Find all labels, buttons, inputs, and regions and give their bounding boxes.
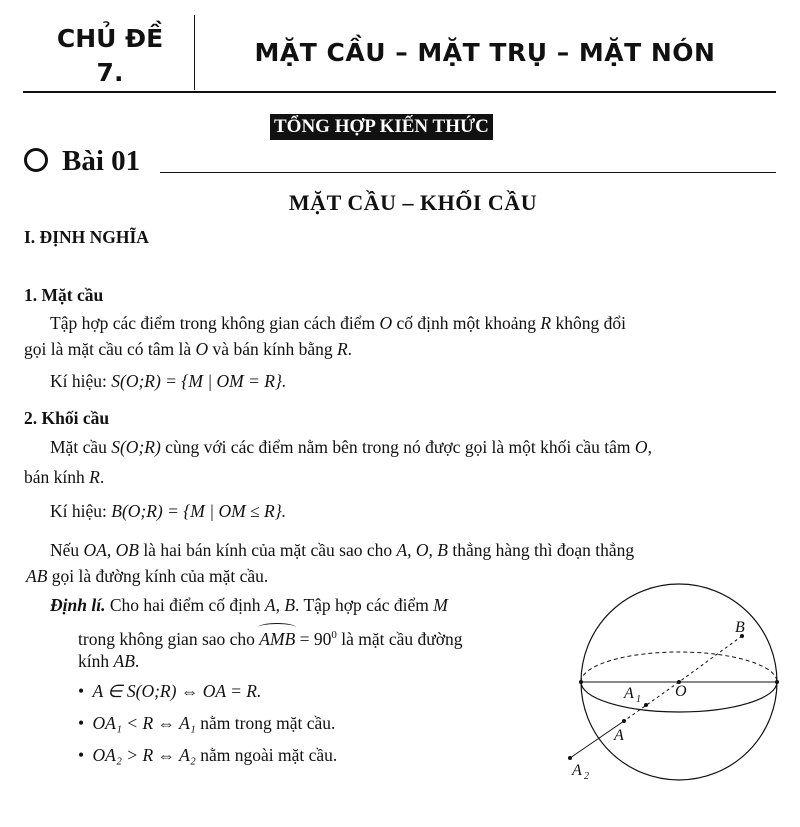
theorem-text-d: là mặt cầu đường <box>341 628 463 649</box>
sphere-formula: S(O;R) = {M | OM = R}. <box>111 371 287 391</box>
equator-back <box>581 652 777 682</box>
ball-text-c: bán kính <box>24 467 85 487</box>
angle-amb <box>259 626 295 652</box>
point-a2-dot <box>568 756 572 760</box>
sphere-heading: 1. Mặt cầu <box>24 285 104 305</box>
sphere-text-b: cố định một khoảng <box>396 313 537 333</box>
label-a2-sub: 2 <box>584 771 589 782</box>
ball-heading: 2. Khối cầu <box>24 408 110 428</box>
segment-ab: AB <box>113 651 135 671</box>
part1-heading: I. ĐỊNH NGHĨA <box>24 227 149 247</box>
bullet-2-text: nằm trong mặt cầu. <box>200 713 336 733</box>
point-o: O <box>634 437 648 457</box>
equator-left-dot <box>579 680 583 684</box>
lesson-heading <box>24 145 140 178</box>
label-a2: A <box>572 762 582 779</box>
diameter-text-a: Nếu <box>50 540 80 560</box>
segment-ab: AB <box>26 566 48 586</box>
point-a-dot <box>622 719 626 723</box>
header-divider <box>194 15 195 90</box>
segment-ob <box>679 636 742 682</box>
header-rule <box>23 91 776 93</box>
topic-label-text: CHỦ ĐỀ <box>56 24 164 53</box>
diameter-text-c: thẳng hàng thì đoạn thẳng <box>452 540 635 560</box>
topic-label <box>30 22 190 90</box>
summary-label: TỔNG HỢP KIẾN THỨC <box>270 114 493 140</box>
bullet-3 <box>78 742 337 768</box>
theorem-line1 <box>50 592 448 618</box>
label-a: A <box>614 727 624 744</box>
radius-r: R <box>336 339 348 359</box>
chapter-title: MẶT CẦU – MẶT TRỤ – MẶT NÓN <box>254 38 716 67</box>
bullet-1 <box>78 678 261 704</box>
diameter-text-b: là hai bán kính của mặt cầu sao cho <box>143 540 393 560</box>
theorem-line3: kính AB. <box>78 651 140 671</box>
point-o: O <box>379 313 393 333</box>
label-a1: A <box>624 685 634 702</box>
sphere-text-c: không đổi <box>555 313 626 333</box>
lesson-rule <box>160 172 776 173</box>
ball-text-b: cùng với các điểm nằm bên trong nó được gọi là một khối cầu tâm <box>165 437 631 457</box>
diameter-line1 <box>50 537 776 563</box>
ball-text-a: Mặt cầu <box>50 437 107 457</box>
topic-number: 7. <box>96 58 124 87</box>
points-aob: A, O, B <box>396 540 449 560</box>
sphere-text-a: Tập hợp các điểm trong không gian cách điểm <box>50 313 376 333</box>
sphere-def-line2: gọi là mặt cầu có tâm là O và bán kính bằng R. <box>24 339 353 359</box>
notation-label: Kí hiệu: <box>50 501 107 521</box>
sphere-def-line1 <box>50 310 776 336</box>
bullet-2-math: OA₁ < R ⇔ A₁ <box>92 713 196 733</box>
points-ab: A, B <box>264 595 296 615</box>
degree-symbol: 0 <box>331 629 337 641</box>
ball-formula: B(O;R) = {M | OM ≤ R}. <box>111 501 287 521</box>
section-title: MẶT CẦU – KHỐI CẦU <box>288 190 538 215</box>
theorem-label: Định lí. <box>50 595 106 615</box>
radii-oa-ob: OA, OB <box>83 540 139 560</box>
label-a1-sub: 1 <box>636 694 641 705</box>
bullet-3-text: nằm ngoài mặt cầu. <box>200 745 338 765</box>
circle-icon <box>24 148 48 172</box>
theorem-text-b: . Tập hợp các điểm <box>295 595 429 615</box>
ball-notation <box>50 498 286 524</box>
equator-right-dot <box>775 680 779 684</box>
bullet-2 <box>78 710 335 736</box>
angle-value: = 90 <box>299 628 332 649</box>
bullet-3-math: OA₂ > R ⇔ A₂ <box>92 745 196 765</box>
point-o: O <box>195 339 209 359</box>
diameter-text-d: gọi là đường kính của mặt cầu. <box>51 566 269 586</box>
label-b: B <box>735 619 745 636</box>
sphere-notation <box>50 368 286 394</box>
ball-def-line1: Mặt cầu S(O;R) cùng với các điểm nằm bên trong nó được gọi là một khối cầu tâm O, <box>50 437 652 457</box>
point-m: M <box>433 595 448 615</box>
sphere-text-d: gọi là mặt cầu có tâm là <box>24 339 192 359</box>
radius-r: R <box>89 467 100 487</box>
notation-label: Kí hiệu: <box>50 371 107 391</box>
diameter-line2 <box>26 563 268 589</box>
angle-text: AMB <box>259 628 296 649</box>
theorem-text-e: kính <box>78 651 110 671</box>
ball-def-line2: bán kính R. <box>24 467 105 487</box>
sphere-symbol: S(O;R) <box>111 437 161 457</box>
sphere-text-e: và bán kính bằng <box>212 339 333 359</box>
sphere-figure <box>560 580 795 795</box>
bullet-1-math: A ∈ S(O;R) ⇔ OA = R. <box>92 681 262 701</box>
lesson-label: Bài 01 <box>62 145 141 177</box>
arc-icon <box>258 623 296 632</box>
radius-r: R <box>540 313 552 333</box>
theorem-text-c: trong không gian sao cho <box>78 628 255 649</box>
label-o: O <box>675 683 687 700</box>
theorem-text-a: Cho hai điểm cố định <box>109 595 261 615</box>
point-a1-dot <box>644 703 648 707</box>
